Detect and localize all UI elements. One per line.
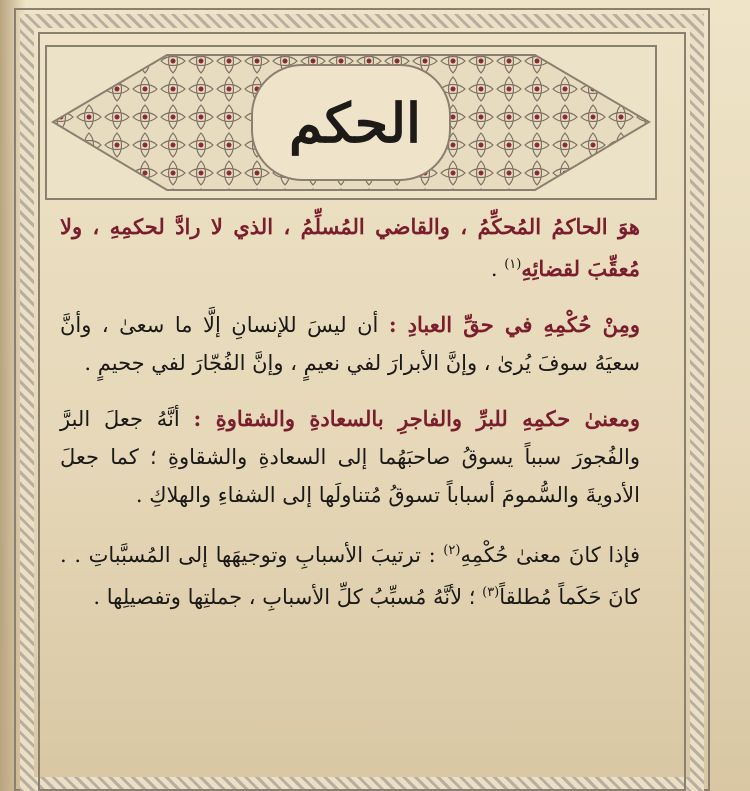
footnote-marker: (١): [504, 257, 522, 272]
paragraph-heading: ومِنْ حُكْمِهِ في حقِّ العبادِ :: [388, 312, 640, 337]
paragraph-text: ؛ لأنَّهُ مُسبِّبُ كلِّ الأسبابِ ، جملتِها وتفصيلِها .: [93, 585, 483, 609]
paragraph-text: فإذا كانَ معنىٰ حُكْمِهِ: [460, 543, 640, 567]
paragraph-text: أن ليسَ للإنسانِ إلَّا ما سعىٰ ، وأنَّ سعيَهُ سوفَ يُرىٰ ، وإنَّ الأبرارَ لفي نعيمٍ ، وإنَّ الفُجّارَ لفي جحيمٍ .: [60, 313, 640, 375]
paragraph-text: هوَ الحاكمُ المُحكِّمُ ، والقاضي المُسلِّمُ ، الذي لا رادَّ لحكمِهِ ، ولا مُعقِّبَ لقضائِهِ: [60, 214, 640, 281]
paragraph-heading: ومعنىٰ حكمِهِ للبرِّ والفاجرِ بالسعادةِ والشقاوةِ :: [193, 406, 640, 431]
footnote-marker: (٣): [482, 585, 500, 600]
paragraph-text: .: [490, 257, 505, 281]
paragraph-conclusion: [60, 532, 640, 616]
page-title: الحكم: [288, 91, 422, 155]
paragraph-text: أنَّهُ جعلَ البرَّ والفُجورَ سبباً يسوقُ صاحبَهُما إلى السعادةِ والشقاوةِ ؛ كما جعلَ الأدويةَ والسُّمومَ أسباباً تسوقُ مُتناولَها إلى الشفاءِ والهلاكِ .: [60, 407, 640, 507]
paragraph-meaning: [60, 400, 640, 514]
paragraph-definition: [60, 208, 640, 288]
paragraph-judgement-of-servants: [60, 306, 640, 382]
footnote-marker: (٢): [443, 543, 461, 558]
body-text: [60, 208, 640, 634]
paragraph-text: : ترتيبَ الأسبابِ وتوجيهَها إلى المُسبَّباتِ . . كانَ حَكَماً مُطلقاً: [60, 543, 640, 609]
